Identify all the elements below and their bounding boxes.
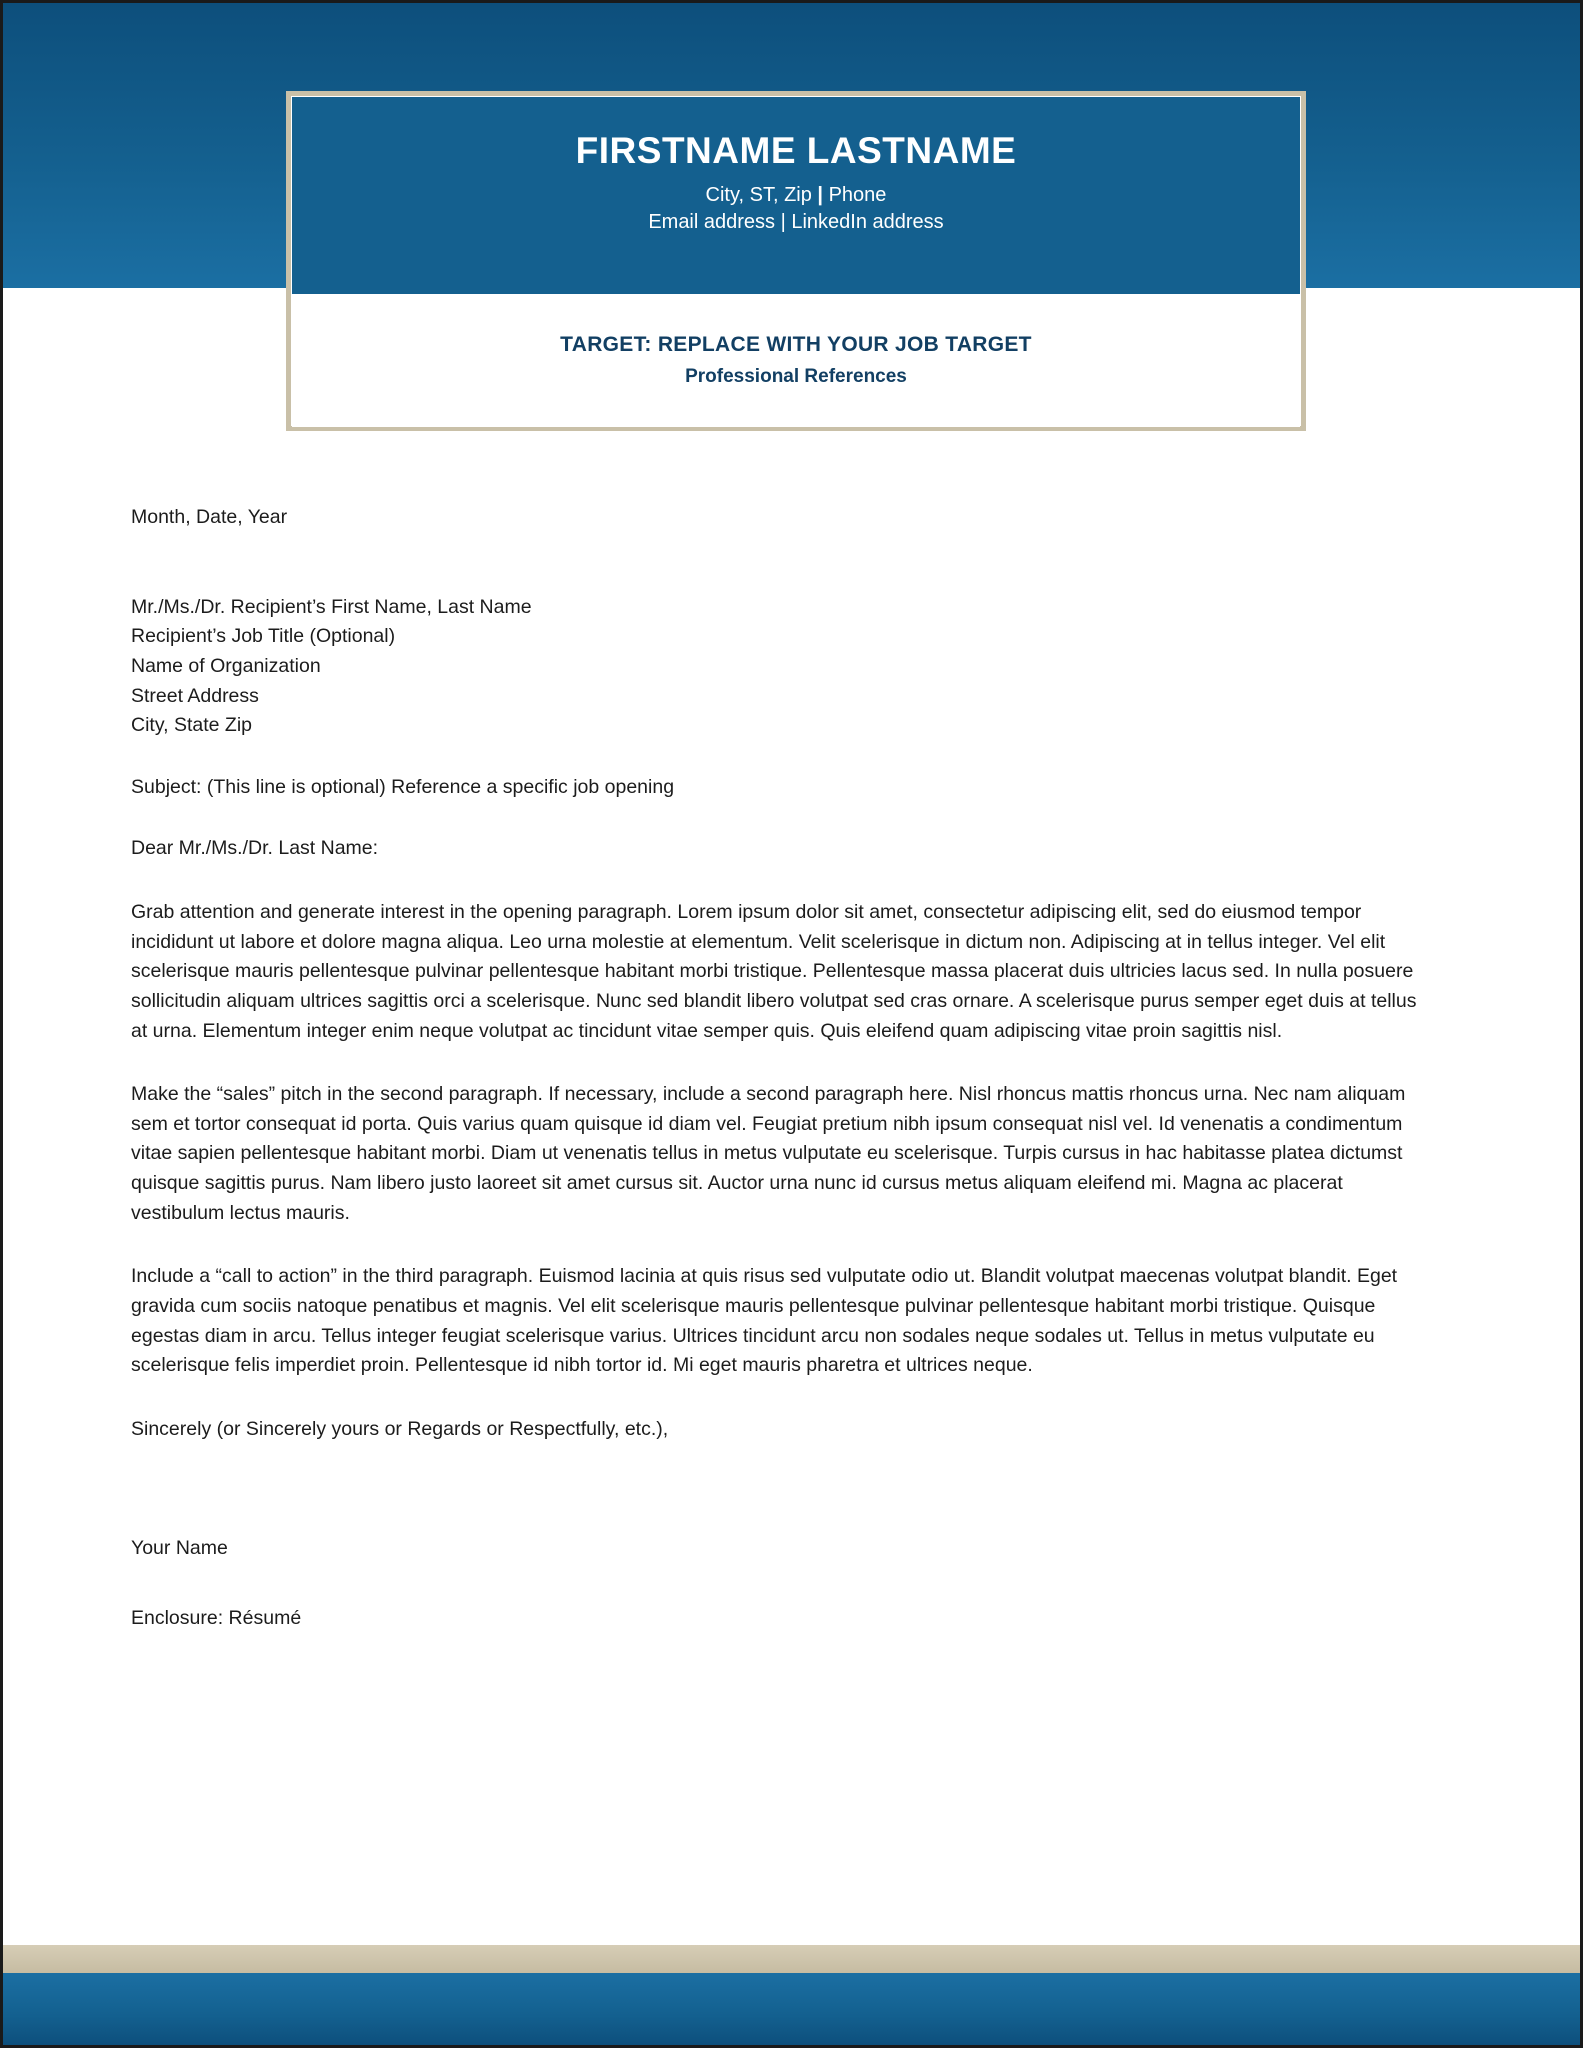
letter-paragraph: Include a “call to action” in the third paragraph. Euismod lacinia at quis risus sed vulputate odio ut. Blandit volutpat maecenas volutpat blandit. Eget gravida cum sociis natoque penatibus et magnis. Vel elit scelerisque mauris pellentesque pulvinar pellentesque habitant morbi tristique. Quisque egestas diam in arcu. Tellus integer feugiat scelerisque varius. Ultrices tincidunt arcu non sodales neque sodales ut. Tellus in metus vulputate eu scelerisque felis imperdiet proin. Pellentesque id nibh tortor id. Mi eget mauris pharetra et ultrices neque. [131,1265,1398,1377]
bottom-tan-band [3,1945,1580,1973]
letter-closing: Sincerely (or Sincerely yours or Regards or Respectfully, etc.), [131,1417,669,1440]
job-target: TARGET: REPLACE WITH YOUR JOB TARGET [560,333,1032,356]
letter-paragraph: Grab attention and generate interest in the opening paragraph. Lorem ipsum dolor sit amet, consectetur adipiscing elit, sed do eiusmod tempor incididunt ut labore et dolore magna aliqua. Leo urna molestie at elementum. Velit scelerisque in dictum non. Adipiscing at in tellus integer. Vel elit scelerisque mauris pellentesque pulvinar pellentesque habitant morbi tristique. Pellentesque massa placerat duis ultricies lacus sed. In nulla posuere sollicitudin aliquam ultrices sagittis orci a scelerisque. Nunc sed blandit libero volutpat sed cras ornare. A scelerisque purus semper eget duis at tellus at urna. Elementum integer enim neque volutpat ac tincidunt vitae semper quis. Quis eleifend quam adipiscing vitae proin sagittis nisl. [131,901,1417,1042]
spacer [131,864,1431,898]
recipient-line: Mr./Ms./Dr. Recipient’s First Name, Last Name [131,595,532,618]
signature-space [131,1444,1431,1534]
applicant-name: FIRSTNAME LASTNAME [575,130,1017,171]
contact-location: City, ST, Zip [705,183,812,206]
spacer [131,802,1431,834]
recipient-line: Street Address [131,684,259,707]
document-subtitle: Professional References [685,366,907,387]
contact-line-1 [706,182,887,209]
header-identity-area [292,97,1300,294]
contact-line-2: Email address | LinkedIn address [648,210,944,233]
recipient-line: Recipient’s Job Title (Optional) [131,625,396,648]
bottom-blue-band [3,1973,1580,2045]
contact-separator: | [817,183,824,206]
letter-salutation: Dear Mr./Ms./Dr. Last Name: [131,837,379,860]
header-target-area [292,294,1300,427]
enclosure-note: Enclosure: Résumé [131,1607,302,1629]
contact-phone: Phone [828,183,887,206]
letter-subject: Subject: (This line is optional) Reference a specific job opening [131,775,675,798]
header-block [286,91,1306,431]
spacer [131,741,1431,773]
header-inner-frame [291,96,1301,426]
letter-paragraph: Make the “sales” pitch in the second paragraph. If necessary, include a second paragraph here. Nisl rhoncus mattis rhoncus urna. Nec nam aliquam sem et tortor consequat id porta. Quis varius quam quisque id diam vel. Feugiat pretium nibh ipsum consequat nisl vel. Id venenatis a condimentum vitae sapien pellentesque habitant morbi. Diam ut venenatis tellus in metus vulputate eu scelerisque. Turpis cursus in hac habitasse platea dictumst quisque sagittis purus. Nam libero justo laoreet sit amet cursus sit. Auctor urna nunc id cursus metus aliquam eleifend mi. Magna ac placerat vestibulum lectus mauris. [131,1083,1406,1224]
letter-body [131,503,1431,1634]
recipient-line: City, State Zip [131,714,253,737]
recipient-line: Name of Organization [131,654,321,677]
recipient-address-block [131,593,1431,741]
letter-date: Month, Date, Year [131,506,288,528]
signature-name: Your Name [131,1537,228,1560]
